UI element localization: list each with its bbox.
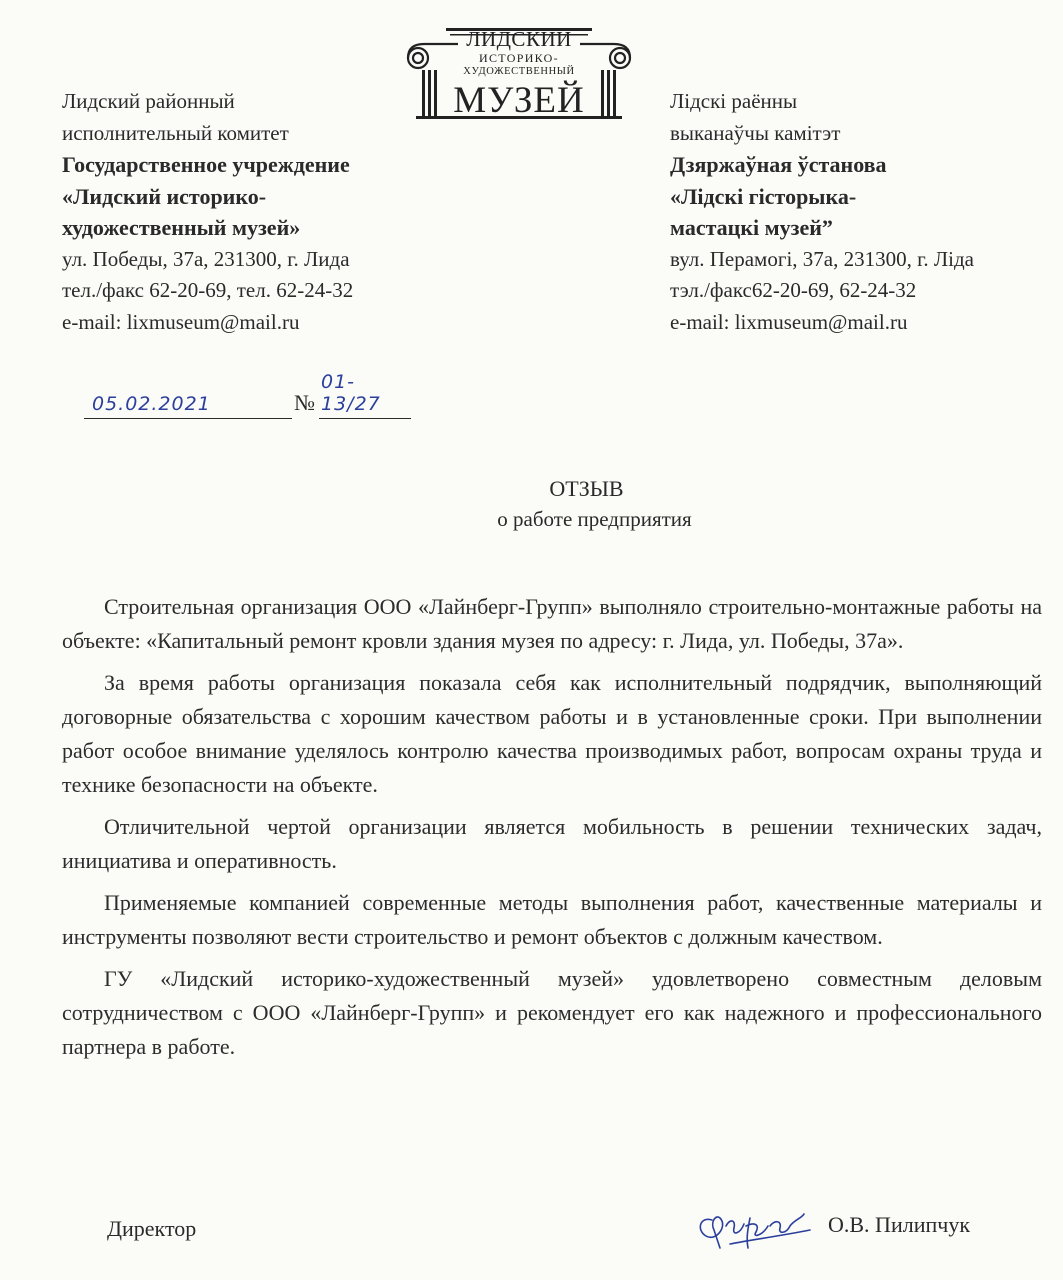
- header-ru-org1: Государственное учреждение: [62, 152, 350, 177]
- header-ru-phone: тел./факс 62-20-69, тел. 62-24-32: [62, 278, 354, 302]
- logo-text-line2: ИСТОРИКО-: [479, 51, 559, 65]
- header-by-org2: «Лідскі гісторыка-: [670, 183, 857, 209]
- logo-text-line1: ЛИДСКИЙ: [466, 27, 572, 51]
- body-paragraph-5: ГУ «Лидский историко-художественный музей» удовлетворено совместным деловым сотрудничеством с ООО «Лайнберг-Групп» и рекомендует его как надежного и профессионального партнера в работе.: [62, 966, 1042, 1059]
- header-belarusian: [670, 86, 974, 338]
- header-by-org3: мастацкі музей”: [670, 215, 833, 240]
- body-paragraph-2: За время работы организация показала себя как исполнительный подрядчик, выполняющий договорные обязательства с хорошим качеством работы и в установленные сроки. При выполнении работ особое внимание уделялось контролю качества производимых работ, вопросам охраны труда и технике безопасности на объекте.: [62, 670, 1042, 797]
- signer-role: Директор: [107, 1216, 197, 1241]
- header-by-phone: тэл./факс62-20-69, 62-24-32: [670, 278, 917, 302]
- registration-number: 01-13/27: [321, 371, 381, 415]
- signature-scribble: [690, 1196, 840, 1256]
- museum-logo-graphic: [398, 22, 640, 122]
- museum-logo: [398, 22, 640, 122]
- header-by-email: e-mail: lixmuseum@mail.ru: [670, 309, 908, 334]
- header-by-address: вул. Перамогі, 37а, 231300, г. Ліда: [670, 246, 974, 271]
- header-ru-address: ул. Победы, 37а, 231300, г. Лида: [62, 246, 350, 271]
- registration-number-label: №: [294, 390, 315, 415]
- logo-text-line3: ХУДОЖЕСТВЕННЫЙ: [463, 66, 575, 77]
- header-by-line1: Лідскі раённы: [670, 89, 798, 113]
- header-russian: [62, 86, 353, 338]
- registration-date: 05.02.2021: [92, 393, 211, 415]
- header-ru-org2: «Лидский историко-: [62, 183, 267, 209]
- header-ru-line1: Лидский районный: [62, 89, 235, 113]
- header-by-line2: выканаўчы камітэт: [670, 120, 841, 145]
- registration-number-field: [319, 371, 411, 419]
- header-ru-line2: исполнительный комитет: [62, 120, 289, 145]
- header-by-org1: Дзяржаўная ўстанова: [670, 152, 887, 177]
- document-title: ОТЗЫВ: [549, 476, 624, 501]
- signer-name: О.В. Пилипчук: [828, 1212, 971, 1237]
- body-paragraph-4: Применяемые компанией современные методы выполнения работ, качественные материалы и инструменты позволяют вести строительство и ремонт объектов с должным качеством.: [62, 890, 1042, 949]
- registration-date-field: [84, 388, 292, 419]
- body-paragraph-1: Строительная организация ООО «Лайнберг-Групп» выполняло строительно-монтажные работы на объекте: «Капитальный ремонт кровли здания музея по адресу: г. Лида, ул. Победы, 37а».: [62, 594, 1042, 653]
- header-ru-email: e-mail: lixmuseum@mail.ru: [62, 309, 300, 334]
- header-ru-org3: художественный музей»: [62, 215, 301, 240]
- body-paragraph-3: Отличительной чертой организации является мобильность в решении технических задач, инициатива и оперативность.: [62, 814, 1042, 873]
- logo-text-line4: МУЗЕЙ: [453, 80, 585, 121]
- document-subtitle: о работе предприятия: [497, 507, 692, 531]
- document-body: [62, 590, 1042, 1072]
- handwritten-signature: [690, 1196, 840, 1256]
